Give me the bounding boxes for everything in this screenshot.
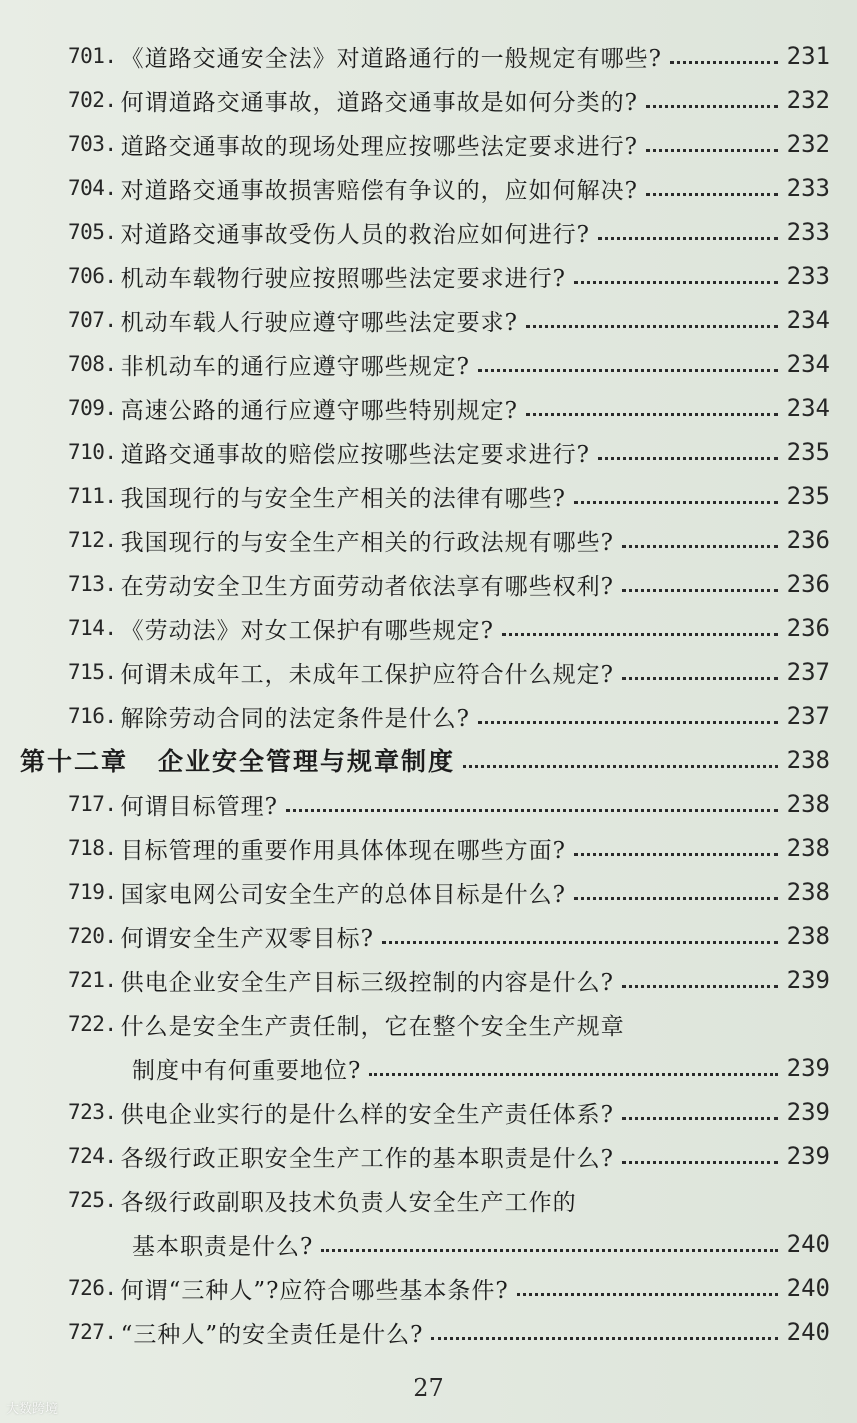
toc-entry (68, 828, 830, 868)
entry-title-continued: 基本职责是什么? (132, 1233, 314, 1260)
entry-title: 各级行政正职安全生产工作的基本职责是什么? (120, 1145, 614, 1172)
entry-number: 706. (68, 264, 117, 288)
dot-leader (526, 413, 778, 416)
toc-entry (68, 256, 830, 296)
entry-number: 715. (68, 660, 117, 684)
toc-entry (68, 1312, 830, 1352)
toc-entry (68, 872, 830, 912)
entry-number: 724. (68, 1144, 117, 1168)
toc-entry (68, 564, 830, 604)
entry-title: 我国现行的与安全生产相关的法律有哪些? (120, 485, 566, 512)
dot-leader (369, 1073, 778, 1076)
entry-number: 713. (68, 572, 117, 596)
entry-page-number: 232 (786, 86, 830, 114)
entry-number: 722. (68, 1012, 117, 1036)
toc-entry (68, 168, 830, 208)
entry-number: 703. (68, 132, 117, 156)
entry-page-number: 234 (786, 306, 830, 334)
dot-leader (502, 633, 778, 636)
chapter-page-number: 238 (786, 746, 830, 774)
entry-page-number: 234 (786, 394, 830, 422)
toc-entry (68, 520, 830, 560)
dot-leader (670, 61, 778, 64)
entry-title: 何谓未成年工，未成年工保护应符合什么规定? (120, 661, 614, 688)
entry-title: 何谓目标管理? (120, 793, 278, 820)
entry-title: 机动车载物行驶应按照哪些法定要求进行? (120, 265, 566, 292)
entry-page-number: 233 (786, 262, 830, 290)
entry-title: 对道路交通事故受伤人员的救治应如何进行? (120, 221, 590, 248)
entry-page-number: 233 (786, 174, 830, 202)
toc-entry (68, 652, 830, 692)
entry-page-number: 235 (786, 482, 830, 510)
entry-title: “三种人”的安全责任是什么? (120, 1321, 424, 1348)
entry-title: 《劳动法》对女工保护有哪些规定? (120, 617, 494, 644)
entry-page-number: 235 (786, 438, 830, 466)
entry-page-number: 238 (786, 790, 830, 818)
entry-page-number: 239 (786, 1054, 830, 1082)
entry-title: 我国现行的与安全生产相关的行政法规有哪些? (120, 529, 614, 556)
entry-page-number: 237 (786, 658, 830, 686)
entry-title: 机动车载人行驶应遵守哪些法定要求? (120, 309, 518, 336)
entry-number: 710. (68, 440, 117, 464)
entry-title-continued: 制度中有何重要地位? (132, 1057, 362, 1084)
entry-number: 709. (68, 396, 117, 420)
entry-title: 何谓道路交通事故，道路交通事故是如何分类的? (120, 89, 638, 116)
entry-page-number: 238 (786, 834, 830, 862)
entry-page-number: 238 (786, 922, 830, 950)
toc-entry (68, 1092, 830, 1132)
dot-leader (463, 765, 778, 768)
toc-entry (68, 300, 830, 340)
entry-page-number: 238 (786, 878, 830, 906)
dot-leader (622, 1161, 778, 1164)
page-number: 27 (413, 1374, 444, 1402)
entry-number: 726. (68, 1276, 117, 1300)
entry-page-number: 239 (786, 966, 830, 994)
dot-leader (646, 105, 778, 108)
toc-entry (68, 1180, 830, 1220)
entry-page-number: 237 (786, 702, 830, 730)
entry-page-number: 240 (786, 1230, 830, 1258)
toc-entry (68, 916, 830, 956)
entry-number: 705. (68, 220, 117, 244)
entry-title: 何谓安全生产双零目标? (120, 925, 374, 952)
dot-leader (646, 149, 778, 152)
entry-number: 707. (68, 308, 117, 332)
entry-number: 720. (68, 924, 117, 948)
dot-leader (574, 281, 778, 284)
dot-leader (574, 501, 778, 504)
entry-page-number: 240 (786, 1318, 830, 1346)
toc-entry (68, 1004, 830, 1044)
dot-leader (598, 457, 778, 460)
dot-leader (622, 985, 778, 988)
entry-page-number: 236 (786, 570, 830, 598)
entry-title: 对道路交通事故损害赔偿有争议的，应如何解决? (120, 177, 638, 204)
entry-title: 供电企业安全生产目标三级控制的内容是什么? (120, 969, 614, 996)
entry-number: 708. (68, 352, 117, 376)
entry-title: 道路交通事故的赔偿应按哪些法定要求进行? (120, 441, 590, 468)
toc-entry (68, 960, 830, 1000)
entry-title: 什么是安全生产责任制，它在整个安全生产规章 (120, 1013, 625, 1040)
entry-page-number: 232 (786, 130, 830, 158)
entry-title: 《道路交通安全法》对道路通行的一般规定有哪些? (120, 45, 662, 72)
entry-title: 高速公路的通行应遵守哪些特别规定? (120, 397, 518, 424)
dot-leader (622, 1117, 778, 1120)
dot-leader (622, 589, 778, 592)
entry-page-number: 234 (786, 350, 830, 378)
toc-entry (68, 432, 830, 472)
entry-number: 725. (68, 1188, 117, 1212)
toc-entry (68, 1268, 830, 1308)
entry-number: 721. (68, 968, 117, 992)
entry-number: 716. (68, 704, 117, 728)
dot-leader (478, 721, 778, 724)
chapter-title: 企业安全管理与规章制度 (158, 747, 456, 776)
toc-entry (68, 344, 830, 384)
entry-page-number: 240 (786, 1274, 830, 1302)
toc-entry-continuation (132, 1048, 830, 1088)
entry-title: 目标管理的重要作用具体体现在哪些方面? (120, 837, 566, 864)
dot-leader (478, 369, 778, 372)
entry-page-number: 233 (786, 218, 830, 246)
dot-leader (598, 237, 778, 240)
entry-title: 在劳动安全卫生方面劳动者依法享有哪些权利? (120, 573, 614, 600)
entry-number: 712. (68, 528, 117, 552)
entry-page-number: 239 (786, 1142, 830, 1170)
toc-entry (68, 1136, 830, 1176)
toc-entry (68, 124, 830, 164)
entry-title: 供电企业实行的是什么样的安全生产责任体系? (120, 1101, 614, 1128)
toc-entry (68, 696, 830, 736)
entry-number: 717. (68, 792, 117, 816)
entry-number: 711. (68, 484, 117, 508)
dot-leader (574, 897, 778, 900)
chapter-label: 第十二章 (20, 747, 129, 776)
entry-page-number: 236 (786, 526, 830, 554)
entry-title: 解除劳动合同的法定条件是什么? (120, 705, 470, 732)
entry-title: 各级行政副职及技术负责人安全生产工作的 (120, 1189, 577, 1216)
dot-leader (622, 545, 778, 548)
dot-leader (286, 809, 778, 812)
entry-number: 719. (68, 880, 117, 904)
entry-number: 702. (68, 88, 117, 112)
watermark: 大数跨境 (6, 1402, 59, 1417)
toc-entry (68, 212, 830, 252)
entry-number: 714. (68, 616, 117, 640)
toc-entry (68, 36, 830, 76)
dot-leader (574, 853, 778, 856)
entry-title: 何谓“三种人”?应符合哪些基本条件? (120, 1277, 509, 1304)
dot-leader (526, 325, 778, 328)
entry-title: 道路交通事故的现场处理应按哪些法定要求进行? (120, 133, 638, 160)
dot-leader (646, 193, 778, 196)
toc-entry-continuation (132, 1224, 830, 1264)
toc-entry (68, 784, 830, 824)
chapter-heading (20, 740, 830, 780)
toc-entry (68, 476, 830, 516)
entry-number: 718. (68, 836, 117, 860)
entry-title: 国家电网公司安全生产的总体目标是什么? (120, 881, 566, 908)
toc-entry (68, 608, 830, 648)
dot-leader (382, 941, 778, 944)
toc-entry (68, 80, 830, 120)
entry-number: 723. (68, 1100, 117, 1124)
toc-entry (68, 388, 830, 428)
entry-number: 701. (68, 44, 117, 68)
entry-page-number: 231 (786, 42, 830, 70)
dot-leader (431, 1337, 778, 1340)
dot-leader (517, 1293, 778, 1296)
entry-number: 727. (68, 1320, 117, 1344)
dot-leader (622, 677, 778, 680)
dot-leader (321, 1249, 778, 1252)
entry-page-number: 236 (786, 614, 830, 642)
entry-title: 非机动车的通行应遵守哪些规定? (120, 353, 470, 380)
entry-page-number: 239 (786, 1098, 830, 1126)
entry-number: 704. (68, 176, 117, 200)
